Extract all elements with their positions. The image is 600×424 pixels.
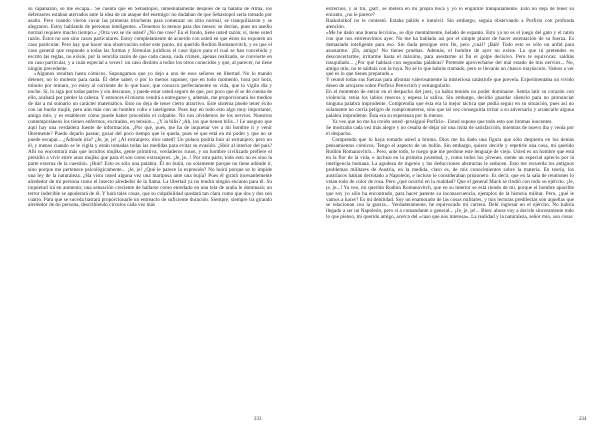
paragraph: Se mostraba cada vez más alegre y no cesaba de dejar oír una risita de satisfacción, mientras de nuevo iba y venía por el despacho. xyxy=(326,125,574,138)
right-page xyxy=(300,0,600,424)
right-page-text xyxy=(326,7,574,415)
paragraph: estrechos, y al fin, ¡paf!, se meterá en mi propia boca y yo lo engulliré tranquilamente. Esto no deja de tener su encanto, ¿no le parece? xyxy=(326,7,574,18)
paragraph: Raskolnikof no le contestó. Estaba pálido e inmóvil. Sin embargo, seguía observando a Porfirio con profunda atención. xyxy=(326,17,574,30)
paragraph: Ya veo que no me ha creído usted -prosiguió Porfirio-. Usted supone que todo esto son bromas inocentes. xyxy=(332,119,553,126)
page-number: 233 xyxy=(254,417,262,422)
paragraph: Comprendo que lo haya tomado usted a broma. Dios me ha dado una figura que sólo despierta en los demás pensamientos cómicos. Tengo el aspecto de un bufón. Sin embargo, quiero decirle y repetirle una cosa, mi querido Rodión Romanovitch... Pero, ante todo, le ruego que me perdone este lenguaje de viejo. Usted es un hombre que está en la flor de la vida, e incluso en la primera juventud, y, como todos los jóvenes, siente un especial aprecio por la inteligencia humana. La agudeza de ingenio y las deducciones abstractas le seducen. Esto me recuerda los antiguos problemas militares de Austria, en la medida, claro es, de mis conocimientos sobre la materia. En teoría, los austríacos habían derrotado a Napoleón, e incluso le consideraban prisionero. Es decir, que en la sala de reuniones lo veían todo de color de rosa. Pero ¿qué ocurrió en la realidad? Que el general Mack se rindió con todo su ejército. ¡Je, je, je...! Ya veo, mi querido Rodión Romanovitch, que en su interior se está riendo de mí, porque el hombre apacible que soy yo sólo ha encontrado, para hacer patente su inconsecuencia, ejemplos de la historia militar. Pero, ¿qué le vamos a hacer? Es mi debilidad. Soy un enamorado de las cosas militares, y mis lecturas predilectas son aquellas que se relacionan con la guerra... Verdaderamente, he equivocado mi carrera. Debí ingresar en el ejército. No habría llegado a ser un Napoleón, pero sí a comandante o general... ¡Je, je, je!... Bien: ahora voy a decirle sinceramente todo lo que pienso, mi querido amigo, acerca del «caso que nos interesa». La realidad y la naturaleza, señor mío, son cosas xyxy=(326,136,574,221)
left-page-text xyxy=(28,7,272,415)
page-number: 234 xyxy=(579,417,587,422)
paragraph: «Algunos resultan hasta cómicos. Supongamos que yo dejo a uno de esos señores en libertad. No lo mando detener, no lo molesto para nada. Él debe saber, o por lo menos suponer, que en todo momento, hora por hora, minuto por minuto, yo estoy al corriente de lo que hace, que conozco perfectamente su vida, que lo vigilo día y noche. Sí, lo sigo por todas partes y sin descanso, y puede estar usted seguro de que, por poco que él se dé cuenta de ello, acabará por perder la cabeza. Y entonces él mismo vendrá a entregarse y, además, me proporcionará los medios de dar a mi sumario un carácter matemático. Esto no deja de tener cierto atractivo. Este sistema puede tener éxito con un burdo mujik, pero aún más con un hombre culto e inteligente. Pues hay en todo esto algo muy importante, amigo mío, y es establecer cómo puede haber procedido el culpable. No nos olvidemos de los nervios. Nuestros contemporáneos los tienen enfermos, excitados, en tensión... ¿Y la bilis? ¡Ah, los que tienen bilis...! Le aseguro que aquí hay una verdadera fuente de información. ¿Por qué, pues, me ha de inquietar ver a mi hombre ir y venir libremente? Puedo dejarlo pasear, gozar del poco tiempo que le queda, pues sé que está en mi poder y que no se puede escapar... ¿Adónde iría? ¿Je, je, je! ¿Al extranjero, dice usted? Un polaco podría huir al extranjero, pero no él, y menos cuando se le vigila y están tomadas todas las medidas para evitar su evasión. ¿Huir al interior del país? Allí no encontrará más que incultos mujiks, gente primitiva, verdaderos rusos, y un hombre civilizado prefiere el presidio a vivir entre unos mujiks que para él son como extranjeros. ¡Je, je...! Por otra parte, todo esto no es sino la parte externa de la cuestión. ¡Huir! Esto es sólo una palabra. Él no huirá, no solamente porque no tiene adónde ir, sino porque me pertenece psicológicamente... ¡Je, je! ¿Qué le parece la expresión? No huirá porque se lo impide una ley de la naturaleza. ¿Ha visto usted alguna vez una mariposa ante una bujía? Pues él girará incesantemente alrededor de mi persona como el insecto alrededor de la llama. La libertad ya no tendrá ningún encanto para él. Su inquietud irá en aumento; una sensación creciente de hallarse como enredado en una tela de araña le dominará; un terror indecible se apoderará de él. Y hará tales cosas, que su culpabilidad quedará tan clara como que dos y dos son cuatro. Para que se suceda bastará proporcionarle un entreacto de suficiente duración. Siempre, siempre irá girando alrededor de mi persona, describiendo círculos cada vez más xyxy=(28,71,272,209)
paragraph: su capanazón, se me escapa... Se cuenta que en Sebastopol, inmediatamente después de la batalla de Alma, los defensores estaban aterrados ante la idea de un ataque del enemigo: no dudaban de que Sebastopol sería tomado por asalto. Pero cuando vieron cavar las primeras trincheras para comenzar un sitio normal, se tranquilizaron y se alegraron. Estoy hablando de personas inteligentes. «Tenemos lo menos para dos meses: se decían, pues un asedio normal requiere mucho tiempo.» ¿Otra vez se ríe usted? ¿No me cree? En el fondo, tiene usted razón; sí, tiene usted razón. Éstos no son sino casos particulares. Estoy completamente de acuerdo con usted en que éstos no exponen un caso particular. Pero hay que hacer una observación sobre este punto, mi querido Rodión Romanovitch, y es que el caso general que responde a todas las formas y fórmulas jurídicas el caso típico para el cual se han concebido y escrito las reglas, no existe, por la sencilla razón de que cada causa, cada crimen, apenas realizado, se convierte en un caso particular, y a cuán especial a veces!: un caso distinto a todos los otros conocidos y que, al parecer, no tiene ningún precedente. xyxy=(28,7,272,72)
paragraph: «Me he dado una buena lección», se dijo mentalmente, helado de espanto. Esto ya no es el juego del gato y el ratón con que nos entretuvimos ayer. No me ha hablado así por el simple placer de hacer ostentación de su fuerza. Es demasiado inteligente para eso. Sin duda persigue otro fin, pero ¿cuál? ¡Bah! Todo esto es sólo un ardid para asustarme. ¡Eh, amigo! No tienes pruebas. Además, el hombre de ayer no existe. Lo que tú pretendes es desconcertarme, irritarme hasta el máximo, para asestarme al fin el golpe decisivo. Pero te equivocas: saldrás trasquilado... ¿Por qué hablará con segundas palabras? Pretende aprovecharse del mal estado de mis nervios... No, amigo mío, no te saldrás con la tuya. No sé lo que habrás tramado, pero te llevarás un chasco mayúsculo. Vamos a ver qué es lo que tienes preparado.» xyxy=(326,29,574,78)
paragraph: Y reunió todas sus fuerzas para afrontar valerosamente la misteriosa catástrofe que preveía. Experimentaba un vivido deseo de arrojarse sobre Porfirio Petrovitch y estrangularlo. xyxy=(326,77,574,90)
paragraph: En el momento de entrar en el despacho del juez, ya había temido no poder dominarse. Sentía latir su corazón con violencia; tenía los labios resecos y espesa la saliva. Sin embargo, decidió guardar silencio para no pronunciar ninguna palabra imprudente. Comprendía que ésta era la mejor táctica que podía seguir en su situación, pues así no solamente no corría peligro de comprometerse, sino que tal vez conseguiría irritar a su adversario y arrancarle alguna palabra imprudente. Ésta era su esperanza por lo menos. xyxy=(326,89,574,120)
